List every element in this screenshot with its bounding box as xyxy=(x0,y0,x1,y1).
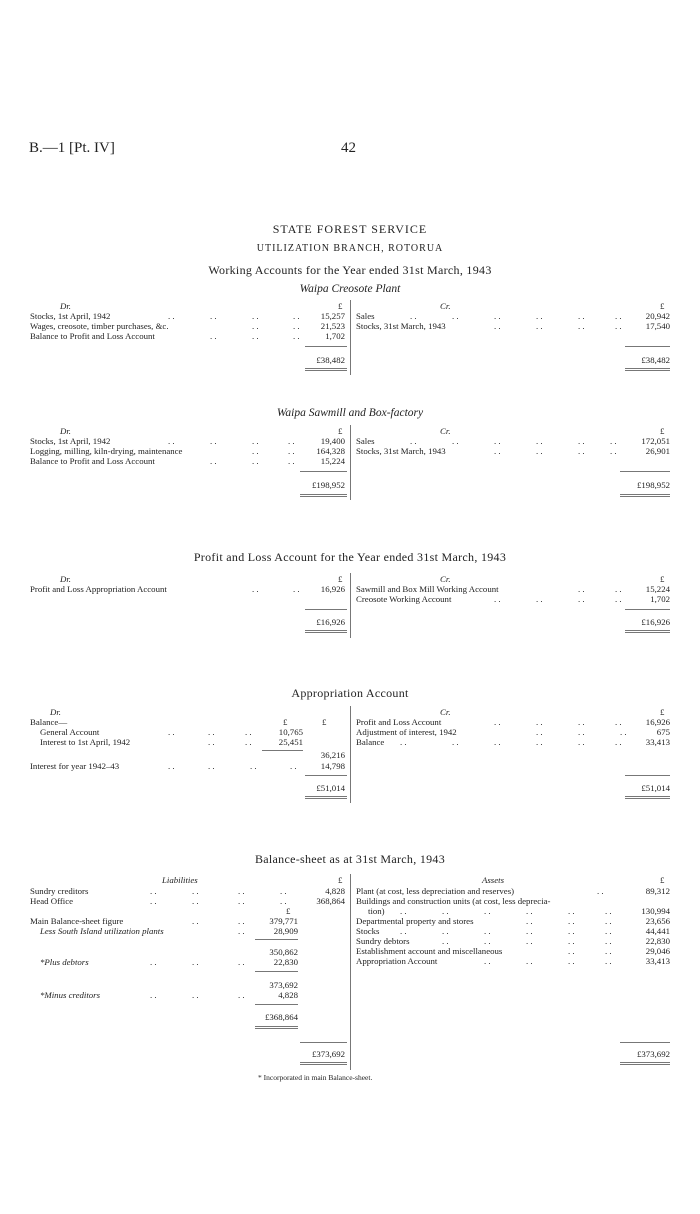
total-rule xyxy=(620,1042,670,1043)
profit-loss-currency-right: £ xyxy=(660,574,665,584)
asset-amount: 33,413 xyxy=(645,956,670,966)
leader-dots: . . xyxy=(615,717,622,727)
leader-dots: . . xyxy=(494,737,501,747)
leader-dots: . . xyxy=(568,906,575,916)
creosote-left-amount: 21,523 xyxy=(320,321,345,331)
column-divider xyxy=(350,706,351,803)
profit-loss-right-amount: 15,224 xyxy=(645,584,670,594)
balance-sheet-total-left: £373,692 xyxy=(312,1049,345,1059)
leader-dots: . . xyxy=(192,916,199,926)
main-figure-label: Main Balance-sheet figure xyxy=(30,916,124,926)
appropriation-right-amount: 16,926 xyxy=(645,717,670,727)
leader-dots: . . xyxy=(605,946,612,956)
asset-label: Plant (at cost, less depreciation and reserves) xyxy=(356,886,515,896)
leader-dots: . . xyxy=(526,936,533,946)
creosote-right-amount: 17,540 xyxy=(645,321,670,331)
sawmill-left-amount: 15,224 xyxy=(320,456,345,466)
asset-amount: 23,656 xyxy=(645,916,670,926)
asset-label: Establishment account and miscellaneous xyxy=(356,946,503,956)
leader-dots: . . xyxy=(288,446,295,456)
leader-dots: . . xyxy=(238,926,245,936)
leader-dots: . . xyxy=(578,436,585,446)
leader-dots: . . xyxy=(578,594,585,604)
leader-dots: . . xyxy=(208,727,215,737)
leader-dots: . . xyxy=(208,761,215,771)
sawmill-left-label: Balance to Profit and Loss Account xyxy=(30,456,155,466)
leader-dots: . . xyxy=(494,446,501,456)
leader-dots: . . xyxy=(150,990,157,1000)
leader-dots: . . xyxy=(484,936,491,946)
total-rule xyxy=(300,1042,347,1043)
profit-loss-left-amount: 16,926 xyxy=(320,584,345,594)
appropriation-year-interest-label: Interest for year 1942–43 xyxy=(30,761,120,771)
leader-dots: . . xyxy=(536,594,543,604)
leader-dots: . . xyxy=(526,906,533,916)
leader-dots: . . xyxy=(494,594,501,604)
creosote-left-label: Stocks, 1st April, 1942 xyxy=(30,311,111,321)
leader-dots: . . xyxy=(192,957,199,967)
profit-loss-right-label: Creosote Working Account xyxy=(356,594,452,604)
double-rule xyxy=(625,796,670,799)
appropriation-right-label: Balance xyxy=(356,737,385,747)
asset-label: Buildings and construction units (at cost, less deprecia- xyxy=(356,896,551,906)
column-divider xyxy=(350,874,351,1070)
total-rule xyxy=(305,609,347,610)
leader-dots: . . xyxy=(452,436,459,446)
double-rule xyxy=(620,494,670,497)
leader-dots: . . xyxy=(442,926,449,936)
leader-dots: . . xyxy=(293,321,300,331)
leader-dots: . . xyxy=(400,737,407,747)
leader-dots: . . xyxy=(615,584,622,594)
total-rule xyxy=(625,775,670,776)
leader-dots: . . xyxy=(452,737,459,747)
appropriation-total-left: £51,014 xyxy=(316,783,345,793)
double-rule xyxy=(620,1062,670,1065)
sawmill-right-label: Sales xyxy=(356,436,375,446)
sawmill-right-amount: 172,051 xyxy=(641,436,670,446)
leader-dots: . . xyxy=(168,436,175,446)
leader-dots: . . xyxy=(210,331,217,341)
service-title: STATE FOREST SERVICE xyxy=(272,222,428,236)
leader-dots: . . xyxy=(578,717,585,727)
leader-dots: . . xyxy=(280,896,287,906)
appropriation-heading: Appropriation Account xyxy=(291,686,409,700)
double-rule xyxy=(305,630,347,633)
balance-sheet-total-right: £373,692 xyxy=(637,1049,670,1059)
asset-label: Stocks xyxy=(356,926,380,936)
leader-dots: . . xyxy=(410,436,417,446)
leader-dots: . . xyxy=(168,727,175,737)
appropriation-right-label: Adjustment of interest, 1942 xyxy=(356,727,457,737)
leader-dots: . . xyxy=(568,956,575,966)
creosote-right-amount: 20,942 xyxy=(645,311,670,321)
minus-creditors-label: *Minus creditors xyxy=(40,990,101,1000)
assets-currency: £ xyxy=(660,875,665,885)
profit-loss-dr: Dr. xyxy=(60,574,72,584)
leader-dots: . . xyxy=(526,956,533,966)
appropriation-right-amount: 675 xyxy=(656,727,670,737)
leader-dots: . . xyxy=(400,906,407,916)
page-number: 42 xyxy=(341,140,356,156)
branch-title: UTILIZATION BRANCH, ROTORUA xyxy=(256,243,444,254)
leader-dots: . . xyxy=(494,717,501,727)
less-south-island-amount: 28,909 xyxy=(273,926,298,936)
leader-dots: . . xyxy=(288,436,295,446)
leader-dots: . . xyxy=(150,896,157,906)
leader-dots: . . xyxy=(210,436,217,446)
leader-dots: . . xyxy=(615,311,622,321)
creosote-dr: Dr. xyxy=(60,301,72,311)
leader-dots: . . xyxy=(252,436,259,446)
asset-amount: 130,994 xyxy=(641,906,670,916)
appropriation-currency-inner: £ xyxy=(283,717,288,727)
appropriation-general-amount: 10,765 xyxy=(278,727,303,737)
column-divider xyxy=(350,573,351,638)
leader-dots: . . xyxy=(252,311,259,321)
leader-dots: . . xyxy=(192,896,199,906)
sawmill-total-left: £198,952 xyxy=(312,480,345,490)
leader-dots: . . xyxy=(280,886,287,896)
leader-dots: . . xyxy=(238,990,245,1000)
liabilities-inner-currency: £ xyxy=(286,906,291,916)
double-rule xyxy=(625,630,670,633)
leader-dots: . . xyxy=(293,311,300,321)
asset-label: tion) xyxy=(368,906,385,916)
profit-loss-total-right: £16,926 xyxy=(641,617,670,627)
appropriation-currency-left: £ xyxy=(322,717,327,727)
leader-dots: . . xyxy=(452,311,459,321)
leader-dots: . . xyxy=(536,446,543,456)
leader-dots: . . xyxy=(526,926,533,936)
creosote-right-label: Stocks, 31st March, 1943 xyxy=(356,321,446,331)
leader-dots: . . xyxy=(536,436,543,446)
leader-dots: . . xyxy=(288,456,295,466)
appropriation-currency-right: £ xyxy=(660,707,665,717)
profit-loss-right-label: Sawmill and Box Mill Working Account xyxy=(356,584,499,594)
profit-loss-right-amount: 1,702 xyxy=(650,594,670,604)
leader-dots: . . xyxy=(605,936,612,946)
leader-dots: . . xyxy=(605,916,612,926)
creosote-left-amount: 1,702 xyxy=(325,331,345,341)
leader-dots: . . xyxy=(494,311,501,321)
asset-amount: 29,046 xyxy=(645,946,670,956)
column-divider xyxy=(350,425,351,500)
leader-dots: . . xyxy=(536,717,543,727)
column-divider xyxy=(350,300,351,375)
footnote: * Incorporated in main Balance-sheet. xyxy=(258,1073,373,1082)
leader-dots: . . xyxy=(150,957,157,967)
leader-dots: . . xyxy=(192,886,199,896)
profit-loss-left-label: Profit and Loss Appropriation Account xyxy=(30,584,167,594)
subtotal-rule xyxy=(255,971,298,972)
total-rule xyxy=(305,775,347,776)
subtotal-rule xyxy=(255,939,298,940)
total-rule xyxy=(305,346,347,347)
leader-dots: . . xyxy=(536,727,543,737)
appropriation-interest-label: Interest to 1st April, 1942 xyxy=(40,737,131,747)
sawmill-cr: Cr. xyxy=(440,426,451,436)
creosote-currency-left: £ xyxy=(338,301,343,311)
asset-amount: 44,441 xyxy=(645,926,670,936)
sawmill-dr: Dr. xyxy=(60,426,72,436)
leader-dots: . . xyxy=(252,456,259,466)
creosote-right-label: Sales xyxy=(356,311,375,321)
plus-debtors-label: *Plus debtors xyxy=(40,957,89,967)
sawmill-left-amount: 19,400 xyxy=(320,436,345,446)
leader-dots: . . xyxy=(568,936,575,946)
leader-dots: . . xyxy=(442,936,449,946)
leader-dots: . . xyxy=(252,331,259,341)
double-rule xyxy=(305,368,347,371)
creosote-total-right: £38,482 xyxy=(641,355,670,365)
inner-total: £368,864 xyxy=(265,1012,298,1022)
assets-heading: Assets xyxy=(482,875,504,885)
total-rule xyxy=(625,346,670,347)
subtotal-rule xyxy=(255,1004,298,1005)
leader-dots: . . xyxy=(578,446,585,456)
creosote-left-label: Balance to Profit and Loss Account xyxy=(30,331,155,341)
asset-label: Sundry debtors xyxy=(356,936,410,946)
head-office-label: Head Office xyxy=(30,896,74,906)
leader-dots: . . xyxy=(615,737,622,747)
leader-dots: . . xyxy=(536,311,543,321)
appropriation-interest-amount: 25,451 xyxy=(278,737,303,747)
leader-dots: . . xyxy=(208,737,215,747)
sawmill-left-amount: 164,328 xyxy=(316,446,345,456)
leader-dots: . . xyxy=(250,761,257,771)
appropriation-balance-label: Balance— xyxy=(30,717,68,727)
leader-dots: . . xyxy=(578,321,585,331)
creosote-left-label: Wages, creosote, timber purchases, &c. xyxy=(30,321,169,331)
plus-debtors-amount: 22,830 xyxy=(273,957,298,967)
profit-loss-currency-left: £ xyxy=(338,574,343,584)
leader-dots: . . xyxy=(568,916,575,926)
asset-amount: 22,830 xyxy=(645,936,670,946)
leader-dots: . . xyxy=(290,761,297,771)
appropriation-general-label: General Account xyxy=(40,727,100,737)
asset-label: Appropriation Account xyxy=(356,956,438,966)
leader-dots: . . xyxy=(400,926,407,936)
leader-dots: . . xyxy=(536,321,543,331)
leader-dots: . . xyxy=(245,727,252,737)
leader-dots: . . xyxy=(610,436,617,446)
sawmill-right-label: Stocks, 31st March, 1943 xyxy=(356,446,446,456)
creosote-heading: Waipa Creosote Plant xyxy=(299,283,401,295)
creosote-cr: Cr. xyxy=(440,301,451,311)
less-south-island-label: Less South Island utilization plants xyxy=(40,926,164,936)
double-rule xyxy=(305,796,347,799)
leader-dots: . . xyxy=(536,737,543,747)
appropriation-total-right: £51,014 xyxy=(641,783,670,793)
creosote-total-left: £38,482 xyxy=(316,355,345,365)
appropriation-subtotal: 36,216 xyxy=(320,750,345,760)
appropriation-right-label: Profit and Loss Account xyxy=(356,717,442,727)
leader-dots: . . xyxy=(252,446,259,456)
leader-dots: . . xyxy=(252,321,259,331)
sawmill-total-right: £198,952 xyxy=(637,480,670,490)
leader-dots: . . xyxy=(484,956,491,966)
leader-dots: . . xyxy=(150,886,157,896)
sawmill-heading: Waipa Sawmill and Box-factory xyxy=(276,407,424,419)
leader-dots: . . xyxy=(615,594,622,604)
leader-dots: . . xyxy=(568,946,575,956)
leader-dots: . . xyxy=(605,926,612,936)
sundry-creditors-label: Sundry creditors xyxy=(30,886,89,896)
leader-dots: . . xyxy=(238,957,245,967)
leader-dots: . . xyxy=(293,584,300,594)
main-figure-amount: 379,771 xyxy=(269,916,298,926)
leader-dots: . . xyxy=(210,456,217,466)
leader-dots: . . xyxy=(578,584,585,594)
leader-dots: . . xyxy=(610,446,617,456)
sawmill-currency-left: £ xyxy=(338,426,343,436)
leader-dots: . . xyxy=(484,906,491,916)
sawmill-left-label: Logging, milling, kiln-drying, maintenance xyxy=(30,446,183,456)
leader-dots: . . xyxy=(238,886,245,896)
profit-loss-heading: Profit and Loss Account for the Year ended 31st March, 1943 xyxy=(193,550,507,564)
leader-dots: . . xyxy=(605,906,612,916)
double-rule xyxy=(255,1026,298,1029)
leader-dots: . . xyxy=(252,584,259,594)
appropriation-cr: Cr. xyxy=(440,707,451,717)
minus-creditors-amount: 4,828 xyxy=(278,990,298,1000)
leader-dots: . . xyxy=(168,761,175,771)
leader-dots: . . xyxy=(615,321,622,331)
head-office-amount: 368,864 xyxy=(316,896,345,906)
leader-dots: . . xyxy=(238,896,245,906)
leader-dots: . . xyxy=(245,737,252,747)
leader-dots: . . xyxy=(578,311,585,321)
leader-dots: . . xyxy=(238,916,245,926)
sawmill-right-amount: 26,901 xyxy=(645,446,670,456)
liabilities-currency: £ xyxy=(338,875,343,885)
leader-dots: . . xyxy=(605,956,612,966)
double-rule xyxy=(625,368,670,371)
sawmill-left-label: Stocks, 1st April, 1942 xyxy=(30,436,111,446)
leader-dots: . . xyxy=(578,727,585,737)
appropriation-right-amount: 33,413 xyxy=(645,737,670,747)
leader-dots: . . xyxy=(410,311,417,321)
total-rule xyxy=(620,471,670,472)
leader-dots: . . xyxy=(192,990,199,1000)
leader-dots: . . xyxy=(620,727,627,737)
profit-loss-total-left: £16,926 xyxy=(316,617,345,627)
leader-dots: . . xyxy=(578,737,585,747)
double-rule xyxy=(300,494,347,497)
leader-dots: . . xyxy=(494,436,501,446)
leader-dots: . . xyxy=(293,331,300,341)
appropriation-dr: Dr. xyxy=(50,707,62,717)
balance-sheet-heading: Balance-sheet as at 31st March, 1943 xyxy=(254,852,446,866)
subtotal-after-plus: 373,692 xyxy=(269,980,298,990)
leader-dots: . . xyxy=(494,321,501,331)
document-reference: B.—1 [Pt. IV] xyxy=(29,140,115,156)
total-rule xyxy=(300,471,347,472)
working-accounts-title: Working Accounts for the Year ended 31st March, 1943 xyxy=(208,263,492,277)
leader-dots: . . xyxy=(210,311,217,321)
leader-dots: . . xyxy=(442,906,449,916)
subtotal-after-less: 350,862 xyxy=(269,947,298,957)
double-rule xyxy=(300,1062,347,1065)
profit-loss-cr: Cr. xyxy=(440,574,451,584)
creosote-left-amount: 15,257 xyxy=(320,311,345,321)
appropriation-year-interest-amount: 14,798 xyxy=(320,761,345,771)
asset-label: Departmental property and stores xyxy=(356,916,474,926)
creosote-currency-right: £ xyxy=(660,301,665,311)
leader-dots: . . xyxy=(526,916,533,926)
sundry-creditors-amount: 4,828 xyxy=(325,886,345,896)
liabilities-heading: Liabilities xyxy=(162,875,198,885)
leader-dots: . . xyxy=(568,926,575,936)
asset-amount: 89,312 xyxy=(645,886,670,896)
total-rule xyxy=(625,609,670,610)
leader-dots: . . xyxy=(597,886,604,896)
sawmill-currency-right: £ xyxy=(660,426,665,436)
leader-dots: . . xyxy=(484,926,491,936)
leader-dots: . . xyxy=(168,311,175,321)
